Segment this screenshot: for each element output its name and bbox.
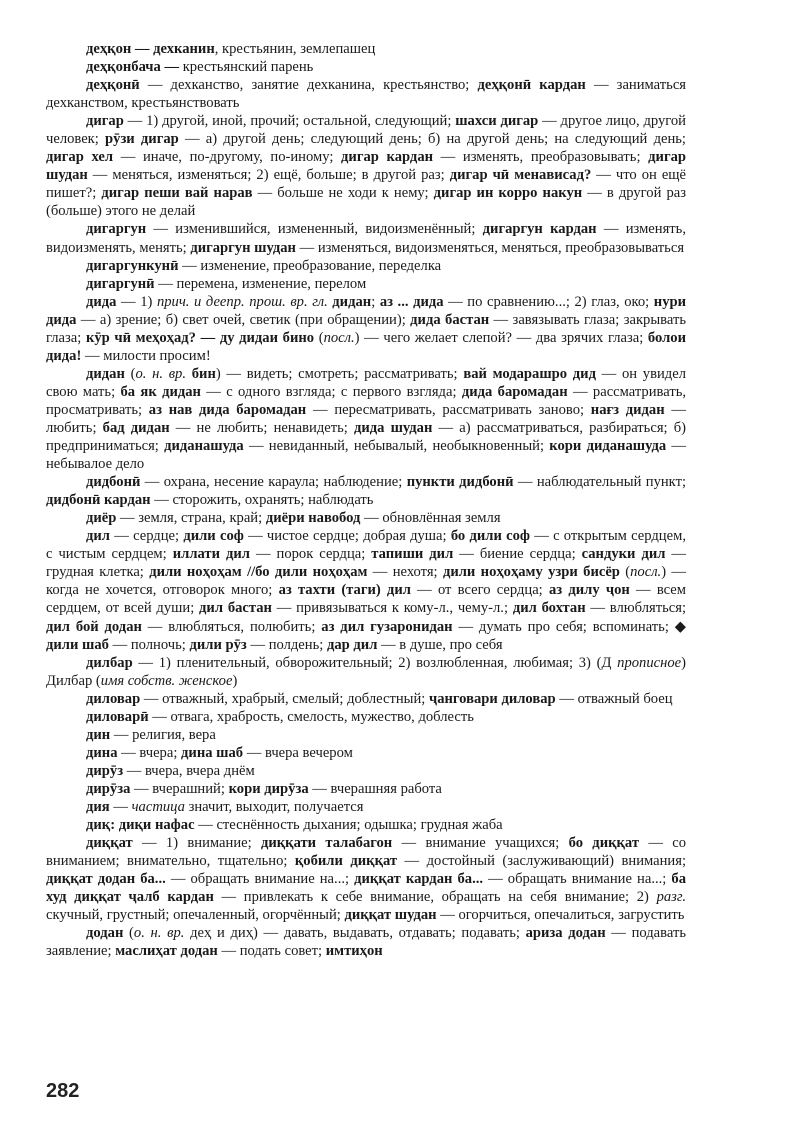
dictionary-entry [46, 40, 686, 58]
headword-text: дида баромадан [461, 383, 568, 400]
definition-text: ; [371, 293, 380, 310]
headword-text: ҷанговари диловар [428, 690, 556, 707]
definition-text: — всем сердцем, от всей души; [46, 582, 687, 617]
headword-text: дил бастан [199, 600, 272, 617]
headword-text: деҳқонбача — [86, 59, 180, 76]
headword-text: сандуки дил [581, 546, 666, 563]
definition-text: — отважный боец [555, 690, 673, 707]
headword-text: диққат шудан [344, 907, 437, 924]
definition-text: — сторожить, охранять; наблюдать [150, 492, 374, 509]
definition-text: — привлекать к себе внимание, обращать на себя внимание; 2) [213, 889, 657, 906]
dictionary-entry [46, 527, 686, 653]
headword-text: дили рӯз [189, 636, 247, 653]
grammar-note: посл. [630, 564, 662, 581]
definition-text: — изменившийся, измененный, видоизменённый; [146, 221, 483, 238]
headword-text: дигаргункунӣ [86, 257, 179, 274]
headword-text: маслиҳат додан [115, 943, 218, 960]
headword-text: диққат [86, 835, 133, 852]
headword-text: дия [86, 798, 110, 815]
headword-text: иллати дил [172, 546, 250, 563]
headword-text: дидан [332, 293, 372, 310]
definition-text: — а) зрение; б) свет очей, светик (при обращении); [76, 311, 411, 328]
dictionary-entry [46, 654, 686, 690]
definition-text: — обращать внимание на...; [483, 871, 672, 888]
definition-text: ) Дилбар ( [46, 654, 686, 689]
dictionary-entry [46, 257, 686, 275]
definition-text: — небывалое дело [46, 438, 687, 473]
headword-text: нағз дидан [590, 401, 665, 418]
dictionary-entry [46, 365, 686, 473]
definition-text: ( [619, 564, 631, 581]
headword-text: дина [86, 744, 118, 761]
definition-text: — заниматься дехканством, крестьянствовать [46, 77, 687, 112]
headword-text: бад дидан [102, 419, 170, 436]
headword-text: дигар шудан [46, 149, 686, 184]
headword-text: ба як дидан [120, 383, 201, 400]
definition-text: — невиданный, небывалый, необыкновенный; [243, 438, 550, 455]
definition-text: — больше не ходи к нему; [252, 185, 434, 202]
headword-text: аз тахти (таги) дил [278, 582, 411, 599]
headword-text: дида бастан [410, 311, 490, 328]
headword-text: дили ноҳоҳаму узри бисёр [442, 564, 620, 581]
definition-text: — чистое сердце; добрая душа; [243, 528, 451, 545]
definition-text: — сердце; [109, 528, 184, 545]
definition-text: — с открытым сердцем, с чистым сердцем; [46, 528, 686, 563]
headword-text: дида шудан [353, 419, 433, 436]
headword-text: пункти дидбонӣ [406, 474, 514, 491]
headword-text: вай модарашро дид [463, 365, 596, 382]
definition-text: — нехотя; [367, 564, 443, 581]
headword-text: диловар [86, 690, 141, 707]
definition-text: — подать совет; [217, 943, 326, 960]
definition-text: — иначе, по-другому, по-иному; [113, 149, 342, 166]
headword-text: кори дирӯза [228, 780, 309, 797]
dictionary-entry [46, 112, 686, 220]
definition-text: — охрана, несение караула; наблюдение; [140, 474, 407, 491]
headword-text: диққат кардан ба... [354, 871, 484, 888]
definition-text: — дехканство, занятие дехканина, крестьянство; [139, 77, 478, 94]
headword-text: шахси дигар [455, 113, 539, 130]
definition-text: — перемена, изменение, перелом [154, 275, 367, 292]
dictionary-entry [46, 275, 686, 293]
headword-text: дирӯз [86, 762, 124, 779]
grammar-note: посл. [323, 329, 355, 346]
definition-text: — вчера вечером [243, 744, 353, 761]
definition-text: — со вниманием; внимательно, тщательно; [46, 835, 687, 870]
headword-text: аз ... дида [379, 293, 444, 310]
headword-text: дил бохтан [512, 600, 586, 617]
headword-text: дидбонӣ кардан [46, 492, 151, 509]
headword-text: имтиҳон [325, 943, 383, 960]
headword-text: дигаргунӣ [86, 275, 155, 292]
dictionary-entry [46, 76, 686, 112]
grammar-note: частица [131, 798, 185, 815]
definition-text: — огорчиться, опечалиться, загрустить [436, 907, 685, 924]
definition-text: — полночь; [108, 636, 190, 653]
headword-text: дида [86, 293, 117, 310]
definition-text: — отважный, храбрый, смелый; доблестный; [140, 690, 429, 707]
grammar-note: прич. и деепр. прош. вр. гл. [156, 293, 328, 310]
definition-text: ) — когда не хочется, отговорок много; [46, 564, 687, 599]
definition-text: — 1) другой, иной, прочий; остальной, следующий; [123, 113, 456, 130]
headword-text: аз дилу ҷон [548, 582, 630, 599]
dictionary-entry [46, 726, 686, 744]
definition-text: — вчерашняя работа [308, 780, 442, 797]
grammar-note: имя собств. женское [100, 672, 233, 689]
dictionary-entry [46, 798, 686, 816]
definition-text: — вчера, вчера днём [123, 762, 255, 779]
headword-text: диданашуда [164, 438, 244, 455]
headword-text: дина шаб [181, 744, 244, 761]
headword-text: додан [86, 925, 124, 942]
dictionary-entry [46, 816, 686, 834]
grammar-note: о. н. вр. [135, 365, 187, 382]
headword-text: дигар кардан [341, 149, 434, 166]
definition-text: — изменение, преобразование, переделка [178, 257, 442, 274]
definition-text: — по сравнению...; 2) глаз, око; [443, 293, 654, 310]
definition-text: — религия, вера [110, 726, 216, 743]
definition-text: — вчера; [117, 744, 182, 761]
headword-text: ариза додан [525, 925, 606, 942]
definition-text: — 1) пленительный, обворожительный; 2) возлюбленная, любимая; 3) (Д [132, 654, 618, 671]
dictionary-entry [46, 293, 686, 365]
definition-text: — обновлённая земля [360, 510, 501, 527]
definition-text: — изменять, преобразовывать; [433, 149, 649, 166]
definition-text: — изменяться, видоизменяться, меняться, преобразовываться [295, 239, 685, 256]
headword-text: дилбар [86, 654, 133, 671]
dictionary-entry [46, 220, 686, 256]
grammar-note: разг. [656, 889, 686, 906]
headword-text: дили ноҳоҳам //бо дили ноҳоҳам [149, 564, 368, 581]
definition-text: — меняться, изменяться; 2) ещё, больше; в другой раз; [87, 167, 450, 184]
definition-text: — а) другой день; следующий день; б) на другой день; на следующий день; [178, 131, 686, 148]
definition-text: — рассматривать, просматривать; [46, 383, 687, 418]
dictionary-entry [46, 58, 686, 76]
headword-text: дигар хел [46, 149, 114, 166]
headword-text: тапиши дил [371, 546, 454, 563]
headword-text: дили соф [183, 528, 244, 545]
definition-text: — а) рассматриваться, разбираться; б) предприниматься; [46, 419, 686, 455]
definition-text: — думать про себя; вспоминать; [452, 618, 675, 635]
headword-text: диқ: [86, 817, 116, 834]
page-number: 282 [46, 1080, 80, 1102]
headword-text: кӯр чӣ меҳоҳад? — ду дидаи бино [85, 329, 315, 346]
definition-text: — не любить; ненавидеть; [169, 419, 354, 436]
headword-text: кори диданашуда [549, 438, 667, 455]
definition-text: ) — видеть; смотреть; рассматривать; [215, 365, 464, 382]
headword-text: қобили диққат [294, 853, 398, 870]
headword-text: аз нав дида баромадан [148, 401, 307, 418]
headword-text: дидан [86, 365, 125, 382]
headword-text: диёр [86, 510, 117, 527]
definition-text: — завязывать глаза; закрывать глаза; [46, 311, 686, 346]
definition-text: — отвага, храбрость, смелость, мужество, доблесть [148, 708, 474, 725]
definition-text: — подавать заявление; [46, 925, 686, 960]
headword-text: бо диққат [568, 835, 640, 852]
headword-text: дин [86, 726, 111, 743]
dictionary-entry [46, 762, 686, 780]
headword-text: деҳқонӣ кардан [477, 77, 586, 94]
definition-text: — он увидел свою мать; [46, 365, 686, 400]
definition-text: , крестьянин, землепашец [214, 41, 376, 57]
definition-text: — в душе, про себя [377, 636, 503, 653]
dictionary-entry [46, 780, 686, 798]
headword-text: болои дида! [46, 329, 686, 364]
definition-text: — земля, страна, край; [116, 510, 266, 527]
definition-text: — грудная клетка; [46, 546, 687, 581]
headword-text: дигаргун кардан [482, 221, 597, 238]
dictionary-entry [46, 924, 686, 960]
dictionary-entry [46, 834, 686, 924]
dictionary-entry [46, 708, 686, 726]
headword-text: диёри навобод [265, 510, 361, 527]
headword-text: дигар пеши вай нарав [101, 185, 253, 202]
definition-text: — милости просим! [81, 347, 211, 364]
dictionary-entry [46, 744, 686, 762]
definition-text: — стеснённость дыхания; одышка; грудная жаба [194, 817, 503, 834]
definition-text: — от всего сердца; [410, 582, 549, 599]
dictionary-page [46, 40, 686, 960]
definition-text: скучный, грустный; опечаленный, огорчённый; [46, 907, 345, 924]
definition-text: — наблюдательный пункт; [513, 474, 687, 491]
definition-text: — что он ещё пишет?; [46, 167, 687, 202]
definition-text: значит, выходит, получается [184, 798, 364, 815]
headword-text: дил бой додан [46, 618, 142, 635]
headword-text: дигар ин корро накун [433, 185, 583, 202]
headword-text: нури дида [46, 293, 687, 328]
headword-text: бин [191, 365, 216, 382]
definition-text: — вчерашний; [130, 780, 229, 797]
definition-text: — пересматривать, рассматривать заново; [306, 401, 591, 418]
headword-text: бо дили соф [450, 528, 530, 545]
dictionary-entry [46, 473, 686, 509]
headword-text: деҳқон — дехканин [86, 41, 215, 57]
headword-text: деҳқонӣ [86, 77, 140, 94]
definition-text: ( [314, 329, 324, 346]
definition-text: — влюбляться; [585, 600, 686, 617]
dictionary-entry [46, 509, 686, 527]
definition-text: — полдень; [246, 636, 327, 653]
definition-text: — внимание учащихся; [392, 835, 569, 852]
definition-text: — другое лицо, другой человек; [46, 113, 686, 148]
grammar-note: прописное [617, 654, 682, 671]
definition-text: — 1) [116, 293, 157, 310]
headword-text: диққати талабагон [260, 835, 393, 852]
headword-text: рӯзи дигар [105, 131, 179, 148]
headword-text: дигар чӣ менависад? [449, 167, 592, 184]
definition-text: деҳ и диҳ) — давать, выдавать, отдавать; подавать; [184, 925, 526, 942]
definition-text: крестьянский парень [179, 59, 314, 76]
dictionary-entry [46, 690, 686, 708]
headword-text: диққат додан ба... [46, 871, 166, 888]
definition-text: ) — чего желает слепой? — два зрячих глаза; [354, 329, 648, 346]
headword-text: диқи нафас [118, 817, 195, 834]
definition-text: — 1) внимание; [132, 835, 261, 852]
definition-text: — влюбляться, полюбить; [141, 618, 322, 635]
definition-text: — привязываться к кому-л., чему-л.; [271, 600, 513, 617]
definition-text: ( [123, 925, 134, 942]
headword-text: дигар [86, 113, 124, 130]
definition-text: — изменять, видоизменять, менять; [46, 221, 686, 256]
headword-text: дирӯза [86, 780, 131, 797]
definition-text: — порок сердца; [249, 546, 372, 563]
headword-text: аз дил гузаронидан [321, 618, 453, 635]
definition-text: — обращать внимание на...; [165, 871, 355, 888]
headword-text: дил [86, 528, 110, 545]
definition-text: — с одного взгляда; с первого взгляда; [200, 383, 462, 400]
headword-text: дигаргун [86, 221, 147, 238]
definition-text: — в другой раз (больше) этого не делай [46, 185, 686, 220]
definition-text: — достойный (заслуживающий) внимания; [397, 853, 686, 870]
definition-text: — биение сердца; [453, 546, 582, 563]
headword-text: дар дил [326, 636, 378, 653]
headword-text: дигаргун шудан [190, 239, 296, 256]
definition-text: ) [232, 672, 238, 689]
headword-text: диловарӣ [86, 708, 149, 725]
headword-text: дидбонӣ [86, 474, 141, 491]
headword-text: ба худ диққат ҷалб кардан [46, 871, 686, 906]
headword-text: ◆ дили шаб [46, 618, 687, 653]
grammar-note: о. н. вр. [133, 925, 185, 942]
definition-text: — [109, 798, 132, 815]
definition-text: — любить; [46, 401, 686, 436]
definition-text: ( [124, 365, 136, 382]
